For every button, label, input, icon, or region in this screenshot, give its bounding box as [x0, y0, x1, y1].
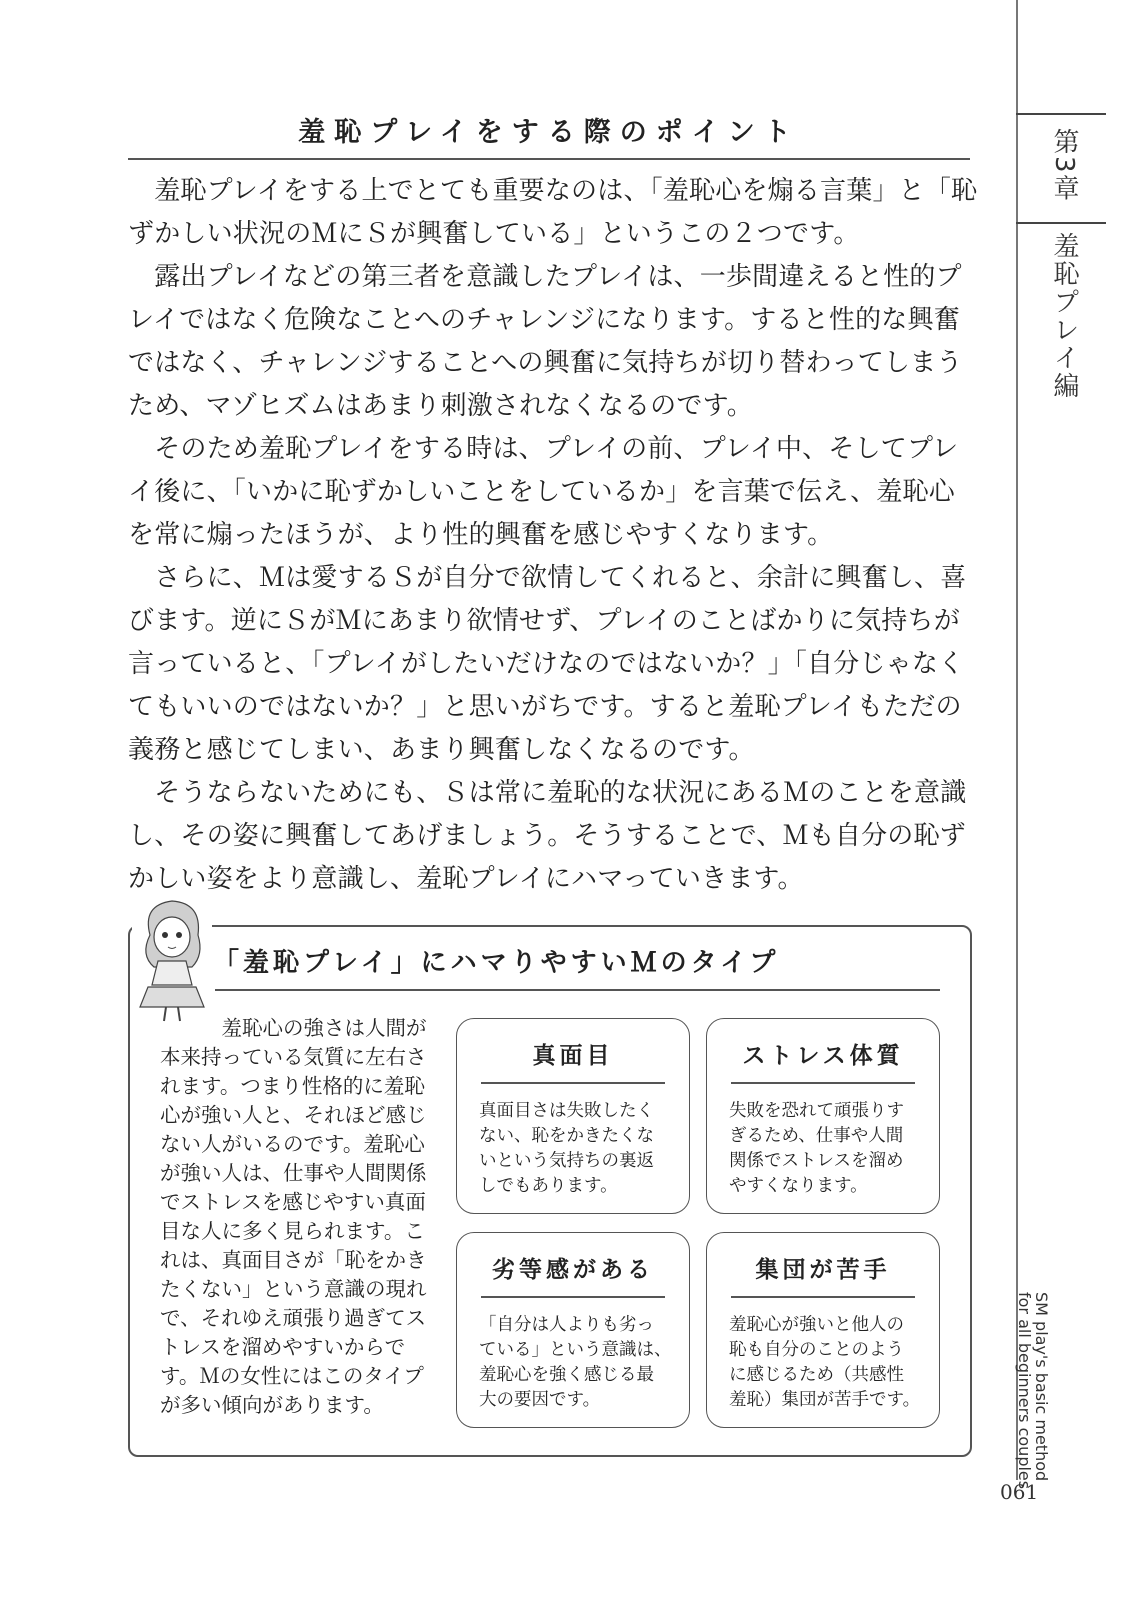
card-line: ぎるため、仕事や人間: [729, 1126, 904, 1146]
card-line: 関係でストレスを溜め: [729, 1151, 904, 1171]
page-number: 061: [1000, 1480, 1039, 1504]
body-line: 言っていると、「プレイがしたいだけなのではないか？」「自分じゃなく: [128, 649, 965, 679]
card-rule: [731, 1296, 915, 1298]
body-line: ずかしい状況のＭにＳが興奮している」というこの２つです。: [128, 219, 860, 249]
type-card-inferiority: [456, 1232, 690, 1428]
card-text: [479, 1313, 672, 1413]
card-line: 羞恥心が強いと他人の: [729, 1315, 904, 1335]
card-rule: [481, 1082, 665, 1084]
side-line: 本来持っている気質に左右さ: [160, 1045, 427, 1069]
card-rule: [731, 1082, 915, 1084]
card-line: ている」という意識は、: [479, 1340, 672, 1360]
body-line: そのため羞恥プレイをする時は、プレイの前、プレイ中、そしてプレ: [128, 434, 959, 464]
character-illustration: [132, 895, 212, 1025]
body-line: し、その姿に興奮してあげましょう。そうすることで、Ｍも自分の恥ず: [128, 821, 966, 851]
body-line: ため、マゾヒズムはあまり刺激されなくなるのです。: [128, 391, 753, 421]
card-line: 失敗を恐れて頑張りす: [729, 1101, 904, 1121]
card-line: 「自分は人よりも劣っ: [479, 1315, 654, 1335]
side-line: れます。つまり性格的に羞恥: [160, 1074, 425, 1098]
card-title: ストレス体質: [742, 1043, 904, 1069]
card-line: 羞恥）集団が苦手です。: [729, 1390, 921, 1410]
type-card-stress: [706, 1018, 940, 1214]
book-title-line2: for all beginners couples: [1015, 1292, 1034, 1490]
body-line: 露出プレイなどの第三者を意識したプレイは、一歩間違えると性的プ: [128, 262, 962, 292]
section-heading: 羞恥プレイをする際のポイント: [298, 117, 800, 148]
body-line: さらに、Ｍは愛するＳが自分で欲情してくれると、余計に興奮し、喜: [128, 563, 967, 593]
book-title-line1: SM play's basic method: [1032, 1292, 1051, 1482]
card-title: 真面目: [532, 1043, 614, 1069]
card-text: [479, 1099, 654, 1199]
card-line: ない、恥をかきたくな: [479, 1126, 654, 1146]
sidebar-rule: [1016, 222, 1106, 224]
card-text: [729, 1099, 904, 1199]
card-title: 劣等感がある: [492, 1257, 654, 1283]
body-line: そうならないためにも、Ｓは常に羞恥的な状況にあるＭのことを意識: [128, 778, 967, 808]
side-line: トレスを溜めやすいからで: [160, 1335, 406, 1359]
side-line: 心が強い人と、それほど感じ: [160, 1103, 427, 1127]
book-title: [1016, 1292, 1050, 1489]
side-line: 目な人に多く見られます。こ: [160, 1219, 425, 1243]
body-line: 羞恥プレイをする上でとても重要なのは、「羞恥心を煽る言葉」と「恥: [128, 176, 978, 206]
card-line: いという気持ちの裏返: [479, 1151, 654, 1171]
card-line: しでもあります。: [479, 1176, 618, 1196]
card-line: 羞恥心を強く感じる最: [479, 1365, 654, 1385]
side-line: ない人がいるのです。羞恥心: [160, 1132, 425, 1156]
card-title: 集団が苦手: [755, 1257, 891, 1283]
body-line: てもいいのではないか？」と思いがちです。すると羞恥プレイもただの: [128, 692, 962, 722]
side-line: 羞恥心の強さは人間が: [160, 1016, 427, 1040]
card-text: [729, 1313, 920, 1413]
box-title-rule: [215, 989, 940, 991]
box-title: 「羞恥プレイ」にハマりやすいＭのタイプ: [213, 948, 780, 978]
side-line: でストレスを感じやすい真面: [160, 1190, 426, 1214]
body-line: ではなく、チャレンジすることへの興奮に気持ちが切り替わってしまう: [128, 348, 963, 378]
card-line: 恥も自分のことのよう: [729, 1340, 904, 1360]
sidebar-rule: [1016, 113, 1106, 115]
body-line: レイではなく危険なことへのチャレンジになります。すると性的な興奮: [128, 305, 960, 335]
type-card-groups: [706, 1232, 940, 1428]
card-line: 大の要因です。: [479, 1390, 601, 1410]
body-line: イ後に、「いかに恥ずかしいことをしているか」を言葉で伝え、羞恥心: [128, 477, 955, 507]
side-line: れは、真面目さが「恥をかき: [160, 1248, 427, 1272]
card-line: 真面目さは失敗したく: [479, 1101, 654, 1121]
card-line: やすくなります。: [729, 1176, 868, 1196]
side-line: す。Ｍの女性にはこのタイプ: [160, 1364, 424, 1388]
side-line: が強い人は、仕事や人間関係: [160, 1161, 427, 1185]
side-line: が多い傾向があります。: [160, 1393, 384, 1417]
body-line: かしい姿をより意識し、羞恥プレイにハマっていきます。: [128, 864, 804, 894]
chapter-label: 第3章: [1049, 128, 1079, 203]
card-rule: [481, 1296, 665, 1298]
card-line: に感じるため（共感性: [729, 1365, 904, 1385]
side-line: で、それゆえ頑張り過ぎてス: [160, 1306, 427, 1330]
body-line: びます。逆にＳがＭにあまり欲情せず、プレイのことばかりに気持ちが: [128, 606, 960, 636]
body-line: 義務と感じてしまい、あまり興奮しなくなるのです。: [128, 735, 755, 765]
side-line: たくない」という意識の現れ: [160, 1277, 427, 1301]
body-line: を常に煽ったほうが、より性的興奮を感じやすくなります。: [128, 520, 834, 550]
section-label: 羞恥プレイ編: [1049, 232, 1079, 400]
type-card-majime: [456, 1018, 690, 1214]
heading-rule: [128, 158, 970, 160]
